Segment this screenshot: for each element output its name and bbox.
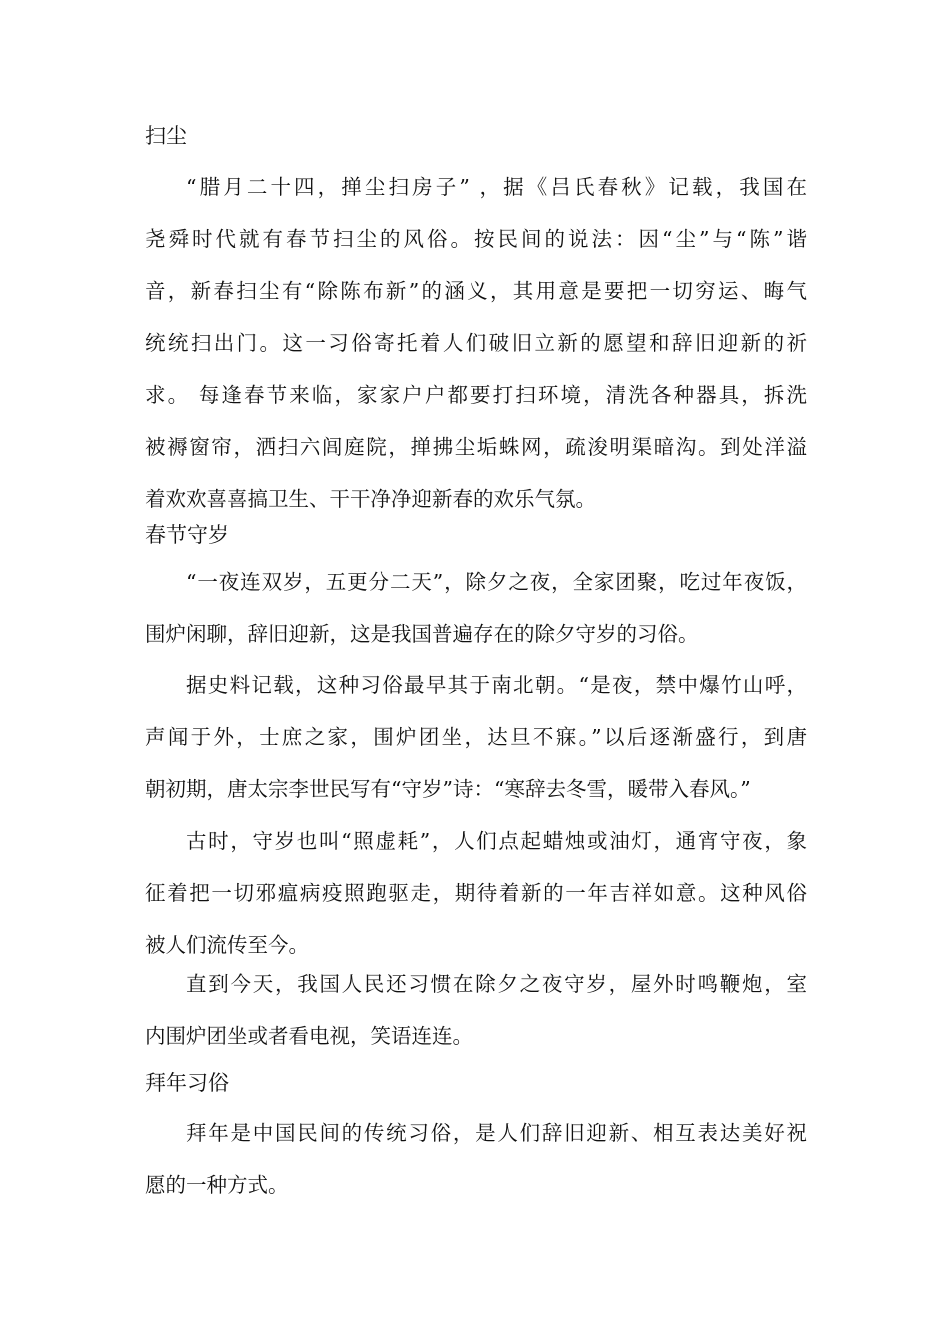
paragraph-line: 被褥窗帘，洒扫六闾庭院，掸拂尘垢蛛网，疏浚明渠暗沟。到处洋溢 bbox=[145, 435, 807, 459]
paragraph-line: 拜年是中国民间的传统习俗，是人们辞旧迎新、相互表达美好祝 bbox=[186, 1121, 807, 1145]
paragraph-line: 朝初期，唐太宗李世民写有“守岁”诗：“寒辞去冬雪，暖带入春风。” bbox=[145, 777, 751, 801]
section-heading-sweeping: 扫尘 bbox=[145, 124, 187, 148]
paragraph-vigil-3 bbox=[145, 815, 807, 971]
paragraph-line: 声闻于外，士庶之家，围炉团坐，达旦不寐。”以后逐渐盛行，到唐 bbox=[145, 725, 807, 749]
paragraph-sweeping bbox=[145, 161, 807, 525]
paragraph-line: 据史料记载，这种习俗最早其于南北朝。“是夜，禁中爆竹山呼， bbox=[186, 673, 807, 697]
paragraph-line: “一夜连双岁，五更分二天”，除夕之夜，全家团聚，吃过年夜饭， bbox=[186, 570, 807, 594]
paragraph-line: 着欢欢喜喜搞卫生、干干净净迎新春的欢乐气氛。 bbox=[145, 487, 596, 511]
paragraph-line: 愿的一种方式。 bbox=[145, 1173, 289, 1197]
paragraph-vigil-4 bbox=[145, 958, 807, 1062]
paragraph-line: 征着把一切邪瘟病疫照跑驱走，期待着新的一年吉祥如意。这种风俗 bbox=[145, 881, 807, 905]
paragraph-line: 求。 每逢春节来临，家家户户都要打扫环境，清洗各种器具，拆洗 bbox=[145, 383, 807, 407]
paragraph-line: 古时，守岁也叫“照虚耗”，人们点起蜡烛或油灯，通宵守夜，象 bbox=[186, 829, 807, 853]
section-heading-new-year-eve-vigil: 春节守岁 bbox=[145, 523, 229, 547]
section-heading-new-year-greetings: 拜年习俗 bbox=[145, 1071, 229, 1095]
paragraph-line: 音，新春扫尘有“除陈布新”的涵义，其用意是要把一切穷运、晦气 bbox=[145, 279, 807, 303]
paragraph-greetings bbox=[145, 1107, 807, 1211]
paragraph-line: 直到今天，我国人民还习惯在除夕之夜守岁，屋外时鸣鞭炮，室 bbox=[186, 972, 807, 996]
paragraph-vigil-2 bbox=[145, 659, 807, 815]
paragraph-line: “腊月二十四，掸尘扫房子” ，据《吕氏春秋》记载，我国在 bbox=[186, 175, 807, 199]
paragraph-line: 被人们流传至今。 bbox=[145, 933, 309, 957]
paragraph-line: 内围炉团坐或者看电视，笑语连连。 bbox=[145, 1024, 473, 1048]
paragraph-line: 统统扫出门。这一习俗寄托着人们破旧立新的愿望和辞旧迎新的祈 bbox=[145, 331, 807, 355]
paragraph-line: 尧舜时代就有春节扫尘的风俗。按民间的说法：因“尘”与“陈”谐 bbox=[145, 227, 807, 251]
paragraph-line: 围炉闲聊，辞旧迎新，这是我国普遍存在的除夕守岁的习俗。 bbox=[145, 622, 699, 646]
paragraph-vigil-1 bbox=[145, 556, 807, 660]
